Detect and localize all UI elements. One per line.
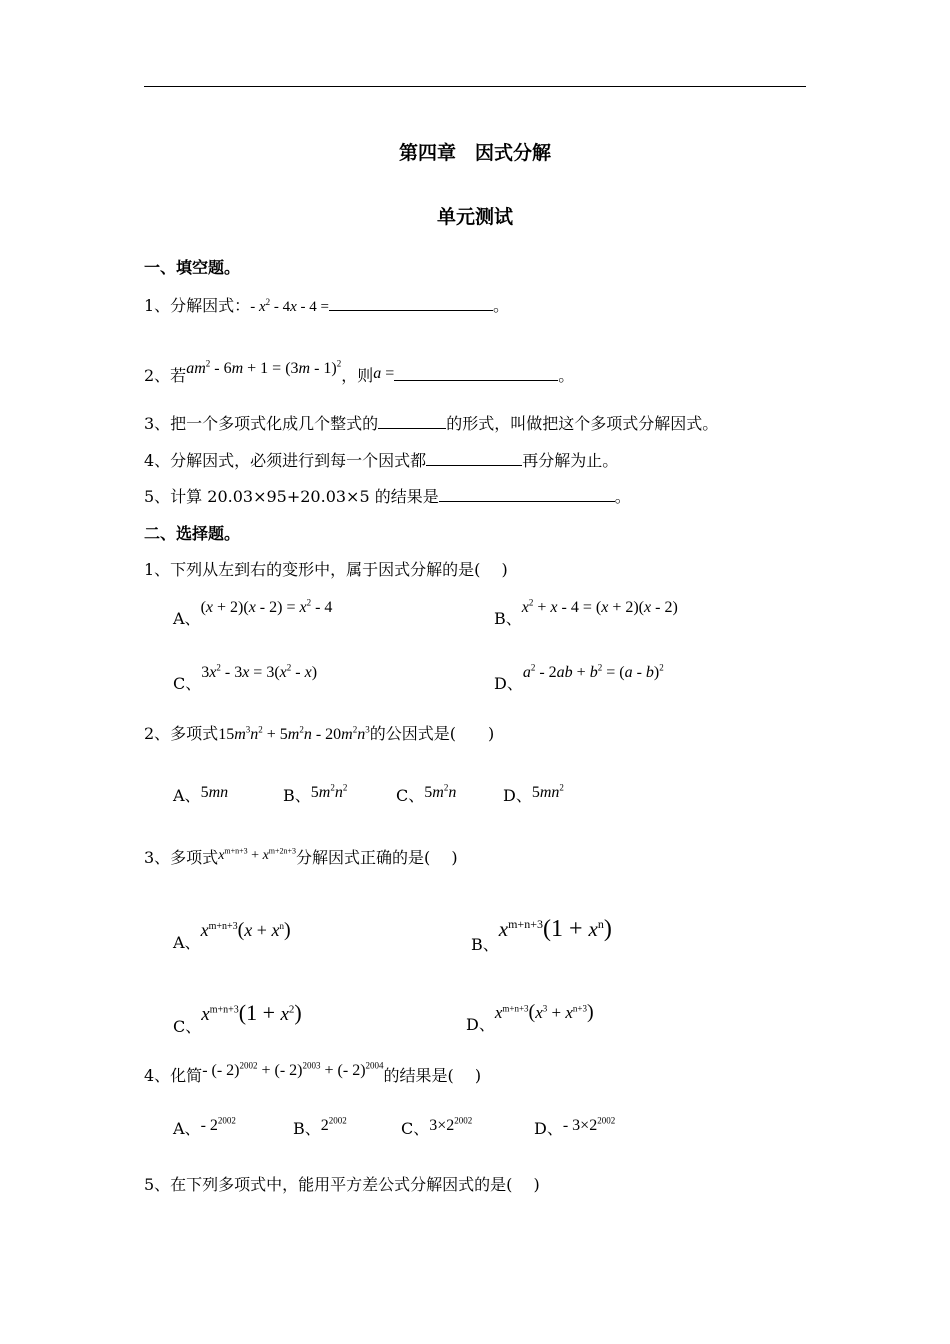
section1-heading: 一、填空题。 (144, 258, 241, 277)
option-label: A、 (173, 786, 201, 805)
choice-question-3-stem (144, 845, 458, 868)
q3-c-expression: $x^{m+n+3}(1 + x^2)$ (201, 1000, 302, 1025)
q5-text-a: 5、计算 20.03×95+20.03×5 的结果是 (144, 487, 439, 506)
q4-text-b: 再分解为止。 (522, 451, 619, 470)
q3-stem-a: 3、多项式 (144, 848, 219, 867)
option-label: A、 (173, 609, 201, 628)
q3-b-expression: $x^{m+n+3}(1 + x^n)$ (498, 916, 612, 942)
answer-blank[interactable] (394, 366, 558, 381)
choice-question-4-stem (144, 1060, 482, 1086)
q2-variable: a = (373, 365, 395, 382)
fill-question-1 (144, 293, 509, 316)
option-label: D、 (466, 1015, 495, 1034)
q4-text-a: 4、分解因式，必须进行到每一个因式都 (144, 451, 427, 470)
q1-d-expression: $a^2 - 2ab + b^2 = (a - b)^2$ (522, 662, 664, 681)
q2-option-c[interactable] (396, 783, 456, 806)
option-label: C、 (396, 786, 425, 805)
q1-option-b[interactable] (494, 597, 678, 629)
option-label: B、 (293, 1119, 321, 1138)
option-label: B、 (283, 786, 311, 805)
q2-mid: ，则 (341, 366, 374, 385)
q1-prefix: 1、分解因式： (144, 296, 251, 315)
q2-option-b[interactable] (283, 783, 347, 806)
fill-question-2 (144, 358, 575, 386)
answer-blank[interactable] (329, 296, 493, 311)
choice-question-2-stem (144, 721, 494, 744)
option-label: D、 (494, 674, 523, 693)
q1-a-expression: $(x + 2)(x - 2) = x^2 - 4$ (200, 597, 333, 616)
fill-question-4 (144, 448, 618, 471)
q1-suffix: 。 (493, 296, 510, 315)
q3-text-b: 的形式，叫做把这个多项式分解因式。 (446, 414, 719, 433)
q4-d-expression: - $3\times 2^{2002}$ (562, 1115, 616, 1134)
q4-option-b[interactable] (293, 1116, 347, 1139)
q4-option-c[interactable] (401, 1116, 472, 1139)
answer-blank[interactable] (426, 451, 522, 466)
test-title: 单元测试 (436, 206, 513, 228)
q3-option-a[interactable] (173, 919, 291, 954)
q2-option-d[interactable] (503, 783, 564, 806)
option-label: C、 (173, 1017, 202, 1036)
section2-heading: 二、选择题。 (144, 524, 241, 543)
q2-option-a[interactable] (173, 783, 228, 806)
q2-suffix: 。 (558, 366, 575, 385)
q1-expression: - $x^2 - 4x - 4$ = (250, 297, 329, 315)
option-label: B、 (471, 935, 499, 954)
q1-option-d[interactable] (494, 662, 664, 694)
option-label: D、 (534, 1119, 563, 1138)
q3-option-c[interactable] (173, 1000, 302, 1038)
fill-question-5 (144, 484, 631, 507)
q3-a-expression: $x^{m+n+3}(x + x^n)$ (200, 919, 291, 941)
q1-option-a[interactable] (173, 597, 333, 629)
q1-option-c[interactable] (173, 662, 318, 694)
q2-stem-a: 2、多项式 (144, 724, 219, 743)
q2-stem-b: 的公因式是( ) (369, 724, 495, 743)
q4-a-expression: - $2^{2002}$ (200, 1115, 236, 1134)
answer-blank[interactable] (439, 487, 615, 502)
q4-b-expression: $2^{2002}$ (320, 1115, 347, 1134)
option-label: D、 (503, 786, 532, 805)
chapter-title: 第四章 因式分解 (398, 142, 551, 164)
q5-text-b: 。 (614, 487, 631, 506)
q1-c-expression: $3x^2 - 3x = 3(x^2 - x)$ (201, 662, 318, 681)
q2-a-expression: 5mn (200, 784, 229, 801)
header-rule (144, 86, 806, 87)
q4-option-a[interactable] (173, 1116, 236, 1139)
q3-stem-expression: $x^{m+n+3} + x^{m+2n+3}$ (218, 846, 297, 863)
q3-d-expression: $x^{m+n+3}(x^3 + x^{n+3})$ (494, 1001, 594, 1023)
q4-stem-a: 4、化简 (144, 1066, 203, 1085)
q2-b-expression: $5m^2n^2$ (310, 782, 348, 801)
q3-stem-b: 分解因式正确的是( ) (296, 848, 458, 867)
option-label: B、 (494, 609, 522, 628)
q4-option-d[interactable] (534, 1116, 615, 1139)
q3-option-b[interactable] (471, 916, 612, 957)
q3-option-d[interactable] (466, 1001, 594, 1036)
q1-b-expression: $x^2 + x - 4 = (x + 2)(x - 2)$ (521, 597, 678, 616)
q2-stem-expression: $15m^3n^2 + 5m^2n - 20m^2n^3$ (218, 724, 370, 743)
answer-blank[interactable] (378, 414, 446, 429)
option-label: C、 (401, 1119, 430, 1138)
q4-stem-expression: - (- 2)$^{2002}$ + (- 2)$^{2003}$ + (- 2)$^{2004}$ (202, 1060, 384, 1079)
option-label: A、 (173, 933, 201, 952)
fill-question-3 (144, 411, 718, 434)
q2-prefix: 2、若 (144, 366, 187, 385)
choice-question-5-stem: 5、在下列多项式中，能用平方差公式分解因式的是( ) (144, 1175, 540, 1194)
q2-d-expression: $5mn^2$ (531, 782, 564, 801)
option-label: A、 (173, 1119, 201, 1138)
q3-text-a: 3、把一个多项式化成几个整式的 (144, 414, 379, 433)
option-label: C、 (173, 674, 202, 693)
q4-stem-b: 的结果是( ) (383, 1066, 482, 1085)
q2-c-expression: $5m^2n$ (424, 782, 457, 801)
q2-expression: $am^2 - 6m + 1 = (3m - 1)^2$ (186, 358, 342, 377)
choice-question-1-stem: 1、下列从左到右的变形中，属于因式分解的是( ) (144, 560, 508, 579)
q4-c-expression: $3\times 2^{2002}$ (429, 1115, 473, 1134)
